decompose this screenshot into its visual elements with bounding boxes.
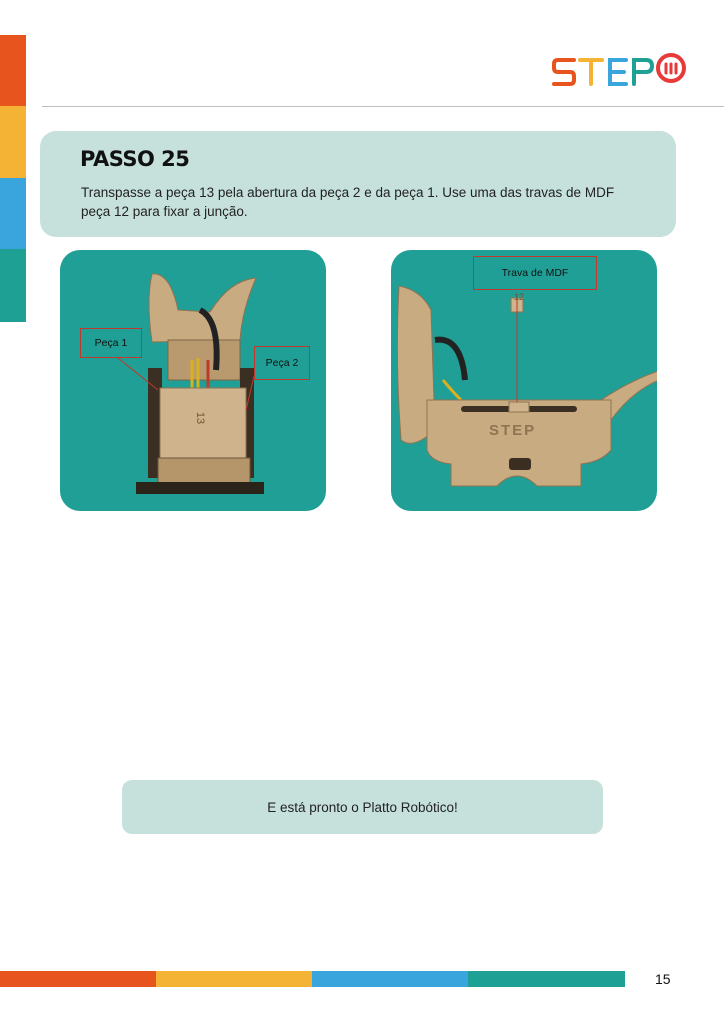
footer-bar-yellow bbox=[156, 971, 312, 987]
piece-12-mark: 12 bbox=[514, 292, 525, 302]
step-instruction: Transpasse a peça 13 pela abertura da peça 2 e da peça 1. Use uma das travas de MDF peça 12 para fixar a junção. bbox=[81, 185, 615, 219]
step-title: PASSO 25 bbox=[80, 147, 190, 171]
label-peca-2: Peça 2 bbox=[254, 346, 310, 380]
photo-front-assembly bbox=[60, 250, 326, 511]
engraved-step-logo: STEP bbox=[489, 422, 537, 439]
footer-bar-orange bbox=[0, 971, 156, 987]
side-stripe-yellow bbox=[0, 106, 26, 178]
footer-bar-blue bbox=[312, 971, 468, 987]
piece-13-mark: 13 bbox=[194, 411, 207, 425]
step-instruction-box bbox=[40, 131, 676, 237]
footer-bar-teal bbox=[468, 971, 625, 987]
photo-side-assembly bbox=[391, 250, 657, 511]
assembly-illustration-front bbox=[60, 250, 326, 511]
final-message: E está pronto o Platto Robótico! bbox=[267, 799, 458, 815]
final-message-box bbox=[122, 780, 603, 834]
header-rule bbox=[42, 106, 724, 107]
step-logo bbox=[552, 52, 688, 92]
side-stripe-blue bbox=[0, 178, 26, 249]
page-number: 15 bbox=[655, 971, 671, 987]
label-trava-mdf: Trava de MDF bbox=[473, 256, 597, 290]
side-stripe-teal bbox=[0, 249, 26, 322]
side-stripe-orange bbox=[0, 35, 26, 106]
label-peca-1: Peça 1 bbox=[80, 328, 142, 358]
